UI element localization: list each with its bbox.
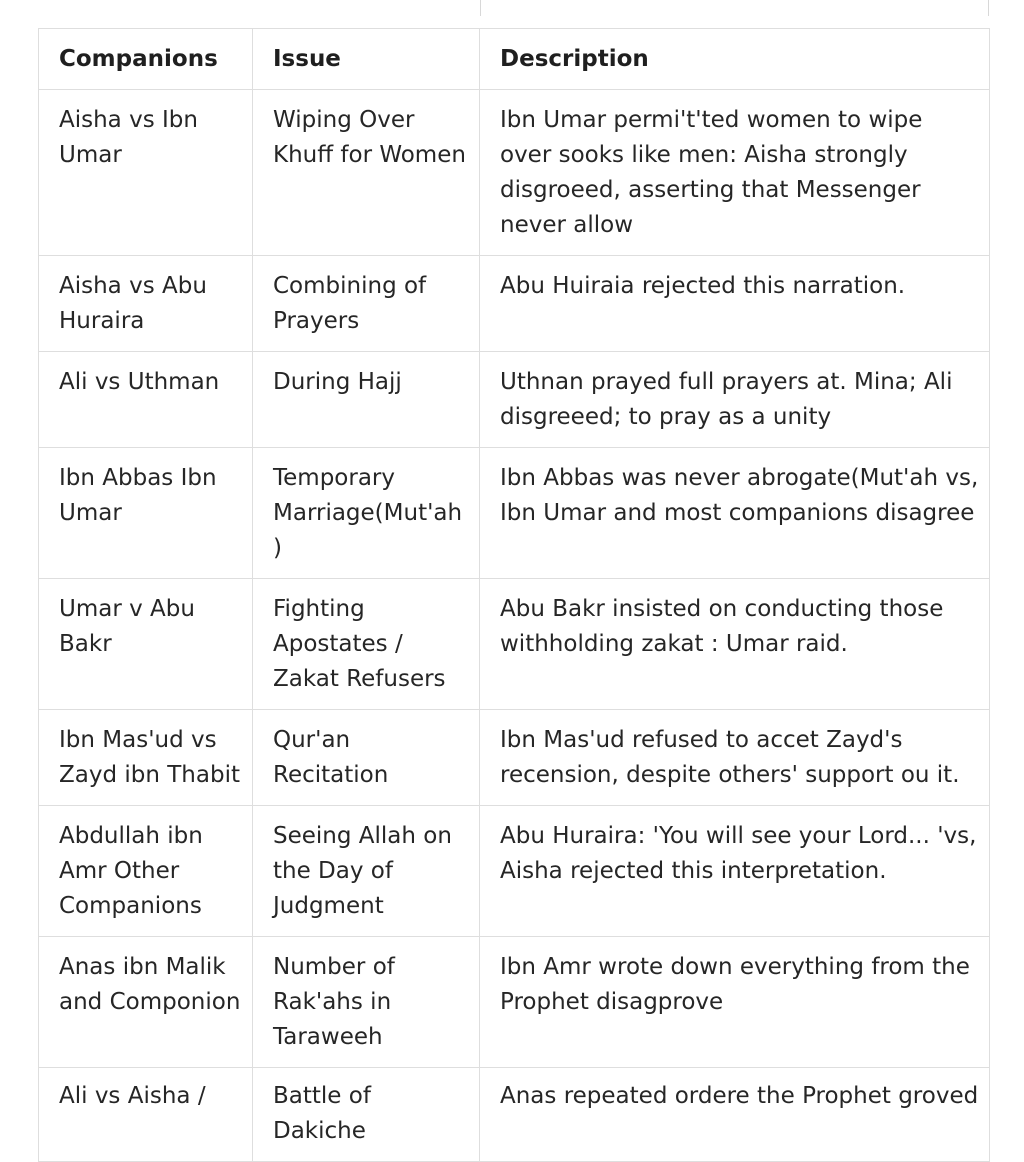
cell-description: Abu Huiraia rejected this narration. bbox=[480, 256, 990, 352]
cell-issue: Number of Rak'ahs in Taraweeh bbox=[253, 937, 480, 1068]
divider-line bbox=[480, 0, 481, 16]
cell-companions: Ibn Mas'ud vs Zayd ibn Thabit bbox=[39, 710, 253, 806]
cell-companions: Aisha vs Ibn Umar bbox=[39, 90, 253, 256]
table-row bbox=[39, 710, 990, 806]
header-companions: Companions bbox=[39, 29, 253, 90]
cell-description: Abu Huraira: 'You will see your Lord... 'vs, Aisha rejected this interpretation. bbox=[480, 806, 990, 937]
cell-companions: Aisha vs Abu Huraira bbox=[39, 256, 253, 352]
cell-issue: Battle of Dakiche bbox=[253, 1068, 480, 1162]
cell-issue: Wiping Over Khuff for Women bbox=[253, 90, 480, 256]
cell-description: Uthnan prayed full prayers at. Mina; Ali disgreeed; to pray as a unity bbox=[480, 352, 990, 448]
table-row bbox=[39, 937, 990, 1068]
table-row bbox=[39, 352, 990, 448]
companions-disagreements-table bbox=[38, 28, 990, 1162]
table-row bbox=[39, 806, 990, 937]
cell-companions: Ibn Abbas Ibn Umar bbox=[39, 448, 253, 579]
cell-issue: Fighting Apostates / Zakat Refusers bbox=[253, 579, 480, 710]
table-row bbox=[39, 579, 990, 710]
cell-companions: Ali vs Uthman bbox=[39, 352, 253, 448]
cell-description: Anas repeated ordere the Prophet groved bbox=[480, 1068, 990, 1162]
cell-companions: Umar v Abu Bakr bbox=[39, 579, 253, 710]
cell-issue: Combining of Prayers bbox=[253, 256, 480, 352]
cell-issue: Seeing Allah on the Day of Judgment bbox=[253, 806, 480, 937]
cell-issue: Temporary Marriage(Mut'ah) bbox=[253, 448, 480, 579]
cell-companions: Ali vs Aisha / bbox=[39, 1068, 253, 1162]
table-row bbox=[39, 256, 990, 352]
header-description: Description bbox=[480, 29, 990, 90]
table-row bbox=[39, 448, 990, 579]
cell-description: Abu Bakr insisted on conducting those withholding zakat : Umar raid. bbox=[480, 579, 990, 710]
table-row bbox=[39, 90, 990, 256]
divider-line bbox=[988, 0, 989, 16]
header-issue: Issue bbox=[253, 29, 480, 90]
cell-description: Ibn Amr wrote down everything from the Prophet disagprove bbox=[480, 937, 990, 1068]
cell-companions: Abdullah ibn Amr Other Companions bbox=[39, 806, 253, 937]
cell-description: Ibn Umar permi't'ted women to wipe over sooks like men: Aisha strongly disgroeed, asserting that Messenger never allow bbox=[480, 90, 990, 256]
table-row bbox=[39, 1068, 990, 1162]
cell-description: Ibn Abbas was never abrogate(Mut'ah vs, Ibn Umar and most companions disagree bbox=[480, 448, 990, 579]
cell-companions: Anas ibn Malik and Componion bbox=[39, 937, 253, 1068]
cell-issue: Qur'an Recitation bbox=[253, 710, 480, 806]
table-header-row bbox=[39, 29, 990, 90]
cell-description: Ibn Mas'ud refused to accet Zayd's recension, despite others' support ou it. bbox=[480, 710, 990, 806]
cell-issue: During Hajj bbox=[253, 352, 480, 448]
